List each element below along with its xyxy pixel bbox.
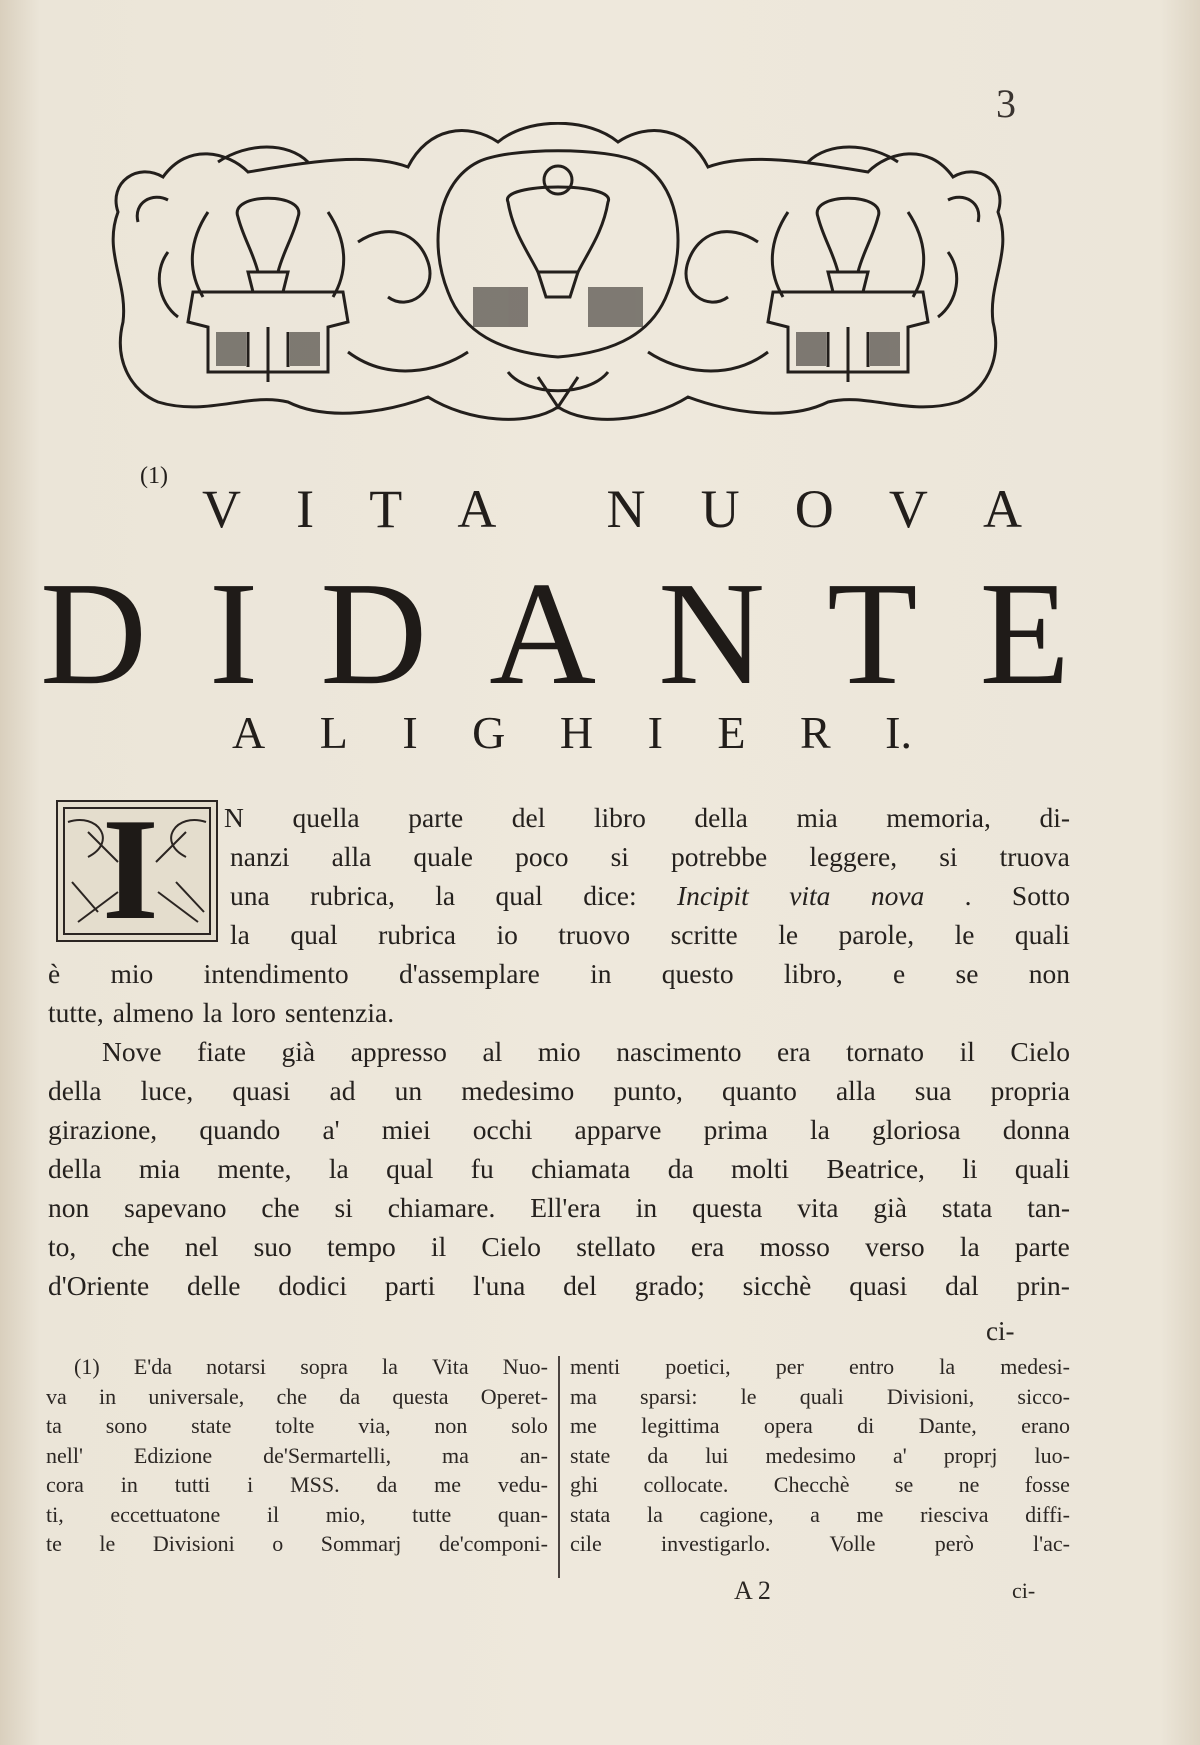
word: parti bbox=[384, 1270, 436, 1301]
word: il bbox=[266, 1501, 280, 1527]
word: ta bbox=[46, 1413, 62, 1438]
footnote-line bbox=[46, 1441, 548, 1471]
word: sicco- bbox=[1017, 1383, 1070, 1409]
word: si bbox=[939, 841, 958, 872]
word: quella bbox=[292, 802, 360, 833]
word: sopra bbox=[300, 1354, 348, 1379]
word: i bbox=[247, 1472, 254, 1497]
catchword: ci- bbox=[986, 1316, 1015, 1346]
footnote-line bbox=[46, 1529, 548, 1559]
footnote-line bbox=[46, 1470, 548, 1500]
word: quando bbox=[199, 1114, 281, 1145]
word: io bbox=[496, 919, 518, 950]
word: entro bbox=[848, 1354, 895, 1379]
word: fosse bbox=[1024, 1472, 1070, 1497]
word: cagione, bbox=[699, 1501, 774, 1527]
word: tempo bbox=[327, 1231, 396, 1262]
word: dodici bbox=[278, 1270, 347, 1301]
word: non bbox=[48, 1192, 90, 1223]
word: potrebbe bbox=[671, 841, 768, 872]
word: però bbox=[934, 1531, 974, 1556]
word: quasi bbox=[232, 1075, 291, 1106]
word: quale bbox=[413, 841, 473, 872]
word: proprj bbox=[943, 1442, 998, 1468]
word: quasi bbox=[849, 1270, 908, 1301]
title-letter: E bbox=[717, 707, 746, 758]
title-letter: I bbox=[647, 707, 663, 758]
word: libro bbox=[593, 802, 646, 833]
footnote-line bbox=[570, 1441, 1070, 1471]
word: donna bbox=[1002, 1114, 1070, 1145]
word: Cielo bbox=[481, 1231, 541, 1262]
word: mio bbox=[110, 958, 154, 989]
title-letter: A bbox=[232, 707, 266, 758]
word: state bbox=[191, 1413, 232, 1438]
word: parole, bbox=[838, 919, 915, 950]
word: riesciva bbox=[920, 1501, 989, 1527]
body-line bbox=[48, 1071, 1070, 1110]
word: nascimento bbox=[616, 1036, 742, 1067]
word: in bbox=[99, 1383, 117, 1409]
word: un bbox=[394, 1075, 423, 1106]
word: qual bbox=[495, 880, 543, 911]
word: sapevano bbox=[124, 1192, 227, 1223]
body-line bbox=[48, 1188, 1070, 1227]
body-line bbox=[48, 1266, 1070, 1305]
word: la bbox=[202, 997, 223, 1028]
word: Cielo bbox=[1010, 1036, 1070, 1067]
word: fu bbox=[470, 1153, 494, 1184]
word: che bbox=[261, 1192, 300, 1223]
word: nell' bbox=[46, 1442, 83, 1468]
word: Divisioni bbox=[152, 1531, 235, 1556]
word: quali bbox=[1014, 1153, 1070, 1184]
word: diffi- bbox=[1025, 1501, 1070, 1527]
word: rubrica bbox=[378, 919, 456, 950]
word: stellato bbox=[576, 1231, 656, 1262]
word: collocate. bbox=[643, 1472, 729, 1497]
word: luce, bbox=[140, 1075, 194, 1106]
word: era bbox=[777, 1036, 811, 1067]
word: MSS. bbox=[290, 1472, 340, 1497]
word: notarsi bbox=[206, 1354, 267, 1379]
word: l'ac- bbox=[1033, 1531, 1070, 1556]
word: Incipit bbox=[677, 880, 749, 911]
word: della bbox=[694, 802, 748, 833]
word: vita bbox=[789, 880, 831, 911]
body-text bbox=[48, 788, 1070, 1305]
ornamental-headpiece bbox=[108, 122, 1008, 422]
word: quanto bbox=[722, 1075, 797, 1106]
title-footnote-marker: (1) bbox=[140, 463, 168, 489]
word: erano bbox=[1021, 1413, 1070, 1438]
word: gloriosa bbox=[871, 1114, 961, 1145]
word: tutte, bbox=[48, 997, 104, 1028]
word: qual bbox=[386, 1153, 434, 1184]
word: qual bbox=[290, 919, 338, 950]
word: tornato bbox=[846, 1036, 925, 1067]
word: li bbox=[962, 1153, 978, 1184]
word: le bbox=[954, 919, 975, 950]
word: quali bbox=[1014, 919, 1070, 950]
word: universale, bbox=[148, 1383, 245, 1409]
word: la bbox=[435, 880, 456, 911]
word: scritte bbox=[670, 919, 738, 950]
word: Ell'era bbox=[530, 1192, 601, 1223]
body-line bbox=[48, 1227, 1070, 1266]
title-letter: A bbox=[982, 479, 1022, 539]
word: la bbox=[959, 1231, 980, 1262]
title-letter: N bbox=[606, 479, 646, 539]
word: suo bbox=[253, 1231, 292, 1262]
footnote-line bbox=[570, 1352, 1070, 1382]
word: quan- bbox=[497, 1501, 548, 1527]
word: sparsi: bbox=[640, 1383, 698, 1409]
title-letter: I bbox=[296, 479, 315, 539]
word: si bbox=[610, 841, 629, 872]
word: stata bbox=[941, 1192, 993, 1223]
title-di-dante bbox=[40, 552, 1070, 716]
word: investigarlo. bbox=[660, 1531, 771, 1556]
word: sono bbox=[105, 1413, 148, 1438]
word: miei bbox=[381, 1114, 431, 1145]
word: grado; bbox=[634, 1270, 705, 1301]
word: la bbox=[809, 1114, 830, 1145]
word: verso bbox=[865, 1231, 925, 1262]
word: ne bbox=[958, 1472, 980, 1497]
title-letter: T bbox=[827, 552, 918, 716]
word: alla bbox=[835, 1075, 876, 1106]
word: a bbox=[810, 1501, 820, 1527]
title-alighieri bbox=[232, 706, 912, 759]
word: già bbox=[873, 1192, 908, 1223]
word: la bbox=[939, 1354, 956, 1379]
word: sua bbox=[914, 1075, 952, 1106]
word: e bbox=[893, 958, 906, 989]
word: occhi bbox=[472, 1114, 533, 1145]
word: da bbox=[376, 1472, 398, 1497]
word: parte bbox=[408, 802, 464, 833]
word: vita bbox=[797, 1192, 839, 1223]
word: leggere, bbox=[809, 841, 898, 872]
title-letter: V bbox=[202, 479, 241, 539]
word: medesimo bbox=[461, 1075, 575, 1106]
word: Checchè bbox=[773, 1472, 850, 1497]
word: Volle bbox=[829, 1531, 876, 1556]
body-line bbox=[48, 915, 1070, 954]
word: truovo bbox=[558, 919, 631, 950]
word: loro bbox=[231, 997, 276, 1028]
word: del bbox=[563, 1270, 597, 1301]
word: ghi bbox=[570, 1472, 599, 1497]
word: cora bbox=[46, 1472, 84, 1497]
title-letter: G bbox=[472, 707, 506, 758]
word: Edizione bbox=[133, 1442, 213, 1468]
word: intendimento bbox=[203, 958, 349, 989]
word: libro, bbox=[783, 958, 843, 989]
title-letter: D bbox=[320, 552, 428, 716]
word: cile bbox=[570, 1531, 602, 1556]
word: è bbox=[48, 958, 61, 989]
word: già bbox=[281, 1036, 316, 1067]
word: di- bbox=[1039, 802, 1070, 833]
title-letter: U bbox=[700, 479, 740, 539]
footnote-line bbox=[46, 1500, 548, 1530]
footnote-line bbox=[46, 1352, 548, 1382]
word: se bbox=[955, 958, 979, 989]
word: le bbox=[740, 1383, 757, 1409]
footnote-right-column bbox=[570, 1352, 1070, 1559]
title-letter: A bbox=[457, 479, 497, 539]
word: molti bbox=[731, 1153, 790, 1184]
word: d'Oriente bbox=[48, 1270, 150, 1301]
word: la bbox=[382, 1354, 398, 1379]
title-letter: R bbox=[799, 707, 831, 758]
word: le bbox=[778, 919, 799, 950]
word: che bbox=[276, 1383, 308, 1409]
word: della bbox=[48, 1075, 102, 1106]
word: medesi- bbox=[1000, 1354, 1070, 1379]
word: chiamata bbox=[531, 1153, 631, 1184]
word: opera bbox=[763, 1413, 813, 1438]
footnote-line bbox=[570, 1411, 1070, 1441]
footnote-column-divider bbox=[558, 1356, 560, 1578]
word: a' bbox=[892, 1442, 907, 1468]
word: ma bbox=[570, 1383, 597, 1409]
word: an- bbox=[519, 1442, 548, 1468]
word: sicchè bbox=[742, 1270, 812, 1301]
word: alla bbox=[331, 841, 372, 872]
word: medesimo bbox=[765, 1442, 856, 1468]
word: tolte bbox=[275, 1413, 315, 1438]
word: prima bbox=[703, 1114, 768, 1145]
word: truova bbox=[999, 841, 1070, 872]
title-letter: I. bbox=[885, 707, 912, 758]
word: Divisioni, bbox=[886, 1383, 975, 1409]
title-letter: E bbox=[979, 552, 1070, 716]
word: via, bbox=[358, 1413, 391, 1438]
word: mio bbox=[537, 1036, 581, 1067]
word: Sotto bbox=[1011, 880, 1070, 911]
word: solo bbox=[511, 1413, 548, 1438]
word: E'da bbox=[133, 1354, 172, 1379]
word: mente, bbox=[217, 1153, 292, 1184]
footnote-catchword: ci- bbox=[1012, 1578, 1036, 1603]
word: to, bbox=[48, 1231, 77, 1262]
word: Beatrice, bbox=[826, 1153, 925, 1184]
word: mosso bbox=[759, 1231, 830, 1262]
word: tutte bbox=[412, 1501, 452, 1527]
word: sentenzia. bbox=[284, 997, 395, 1028]
word: non bbox=[434, 1413, 468, 1438]
footnotes bbox=[46, 1352, 1070, 1602]
word: se bbox=[894, 1472, 914, 1497]
word: tan- bbox=[1027, 1192, 1070, 1223]
word: al bbox=[482, 1036, 503, 1067]
word: mia bbox=[796, 802, 838, 833]
word: mia bbox=[138, 1153, 181, 1184]
title-letter: I bbox=[208, 552, 259, 716]
word: almeno bbox=[112, 997, 194, 1028]
title-letter: T bbox=[369, 479, 403, 539]
word: da bbox=[339, 1383, 361, 1409]
word: . bbox=[964, 880, 972, 911]
word: d'assemplare bbox=[398, 958, 540, 989]
word: era bbox=[690, 1231, 725, 1262]
footnote-line bbox=[570, 1529, 1070, 1559]
word: girazione, bbox=[48, 1114, 158, 1145]
word: il bbox=[959, 1036, 975, 1067]
word: da bbox=[667, 1153, 694, 1184]
word: Nuo- bbox=[502, 1354, 548, 1379]
word: N bbox=[224, 802, 244, 833]
word: eccettuatone bbox=[110, 1501, 221, 1527]
word: la bbox=[646, 1501, 663, 1527]
word: Operet- bbox=[480, 1383, 548, 1409]
word: luo- bbox=[1034, 1442, 1070, 1468]
word: di bbox=[857, 1413, 875, 1438]
word: nova bbox=[870, 880, 925, 911]
word: in bbox=[590, 958, 612, 989]
word: rubrica, bbox=[310, 880, 395, 911]
word: a' bbox=[322, 1114, 340, 1145]
body-line bbox=[48, 1149, 1070, 1188]
body-line bbox=[48, 1032, 1070, 1071]
word: la bbox=[328, 1153, 349, 1184]
body-line bbox=[48, 798, 1070, 837]
title-letter: O bbox=[794, 479, 834, 539]
word: legittima bbox=[641, 1413, 720, 1438]
word: mio, bbox=[325, 1501, 366, 1527]
word: de'componi- bbox=[438, 1531, 548, 1556]
word: poco bbox=[515, 841, 569, 872]
word: Vita bbox=[432, 1354, 469, 1379]
word: per bbox=[775, 1354, 804, 1379]
body-line bbox=[48, 954, 1070, 993]
footnote-line bbox=[570, 1470, 1070, 1500]
word: si bbox=[334, 1192, 353, 1223]
title-letter: L bbox=[319, 707, 348, 758]
word: delle bbox=[186, 1270, 241, 1301]
word: prin- bbox=[1016, 1270, 1070, 1301]
word: in bbox=[635, 1192, 658, 1223]
word: Dante, bbox=[918, 1413, 977, 1438]
word: poetici, bbox=[665, 1354, 731, 1379]
word: lui bbox=[705, 1442, 729, 1468]
word: del bbox=[511, 802, 546, 833]
footnote-left-column bbox=[46, 1352, 548, 1559]
title-letter: V bbox=[888, 479, 928, 539]
word: stata bbox=[570, 1501, 611, 1527]
word: me bbox=[570, 1413, 597, 1438]
word: te bbox=[46, 1531, 62, 1556]
page-number: 3 bbox=[996, 81, 1016, 126]
word: Nove bbox=[102, 1036, 162, 1067]
word: menti bbox=[570, 1354, 621, 1379]
title-letter: N bbox=[658, 552, 766, 716]
footnote-line bbox=[46, 1411, 548, 1441]
word: dal bbox=[945, 1270, 979, 1301]
word: non bbox=[1028, 958, 1070, 989]
footnote-line bbox=[46, 1382, 548, 1412]
word: nel bbox=[184, 1231, 219, 1262]
word: quali bbox=[799, 1383, 844, 1409]
word: ad bbox=[329, 1075, 356, 1106]
word: fiate bbox=[197, 1036, 246, 1067]
word: una bbox=[230, 880, 270, 911]
word: o bbox=[272, 1531, 284, 1556]
word: me bbox=[856, 1501, 884, 1527]
body-line bbox=[48, 993, 1070, 1032]
word: appresso bbox=[350, 1036, 447, 1067]
body-line bbox=[48, 837, 1070, 876]
footnote-line bbox=[570, 1500, 1070, 1530]
word: parte bbox=[1014, 1231, 1070, 1262]
word: chiamare. bbox=[387, 1192, 496, 1223]
title-letter: I bbox=[402, 707, 418, 758]
word: nanzi bbox=[230, 841, 290, 872]
word: propria bbox=[990, 1075, 1070, 1106]
word: da bbox=[647, 1442, 669, 1468]
word: ti, bbox=[46, 1501, 64, 1527]
word: l'una bbox=[473, 1270, 526, 1301]
word: che bbox=[111, 1231, 150, 1262]
word: questa bbox=[692, 1192, 763, 1223]
word: vedu- bbox=[497, 1472, 548, 1497]
word: il bbox=[430, 1231, 447, 1262]
word: tutti bbox=[174, 1472, 211, 1497]
title-letter: H bbox=[559, 707, 594, 758]
body-line bbox=[48, 1110, 1070, 1149]
word: apparve bbox=[574, 1114, 662, 1145]
body-line bbox=[48, 876, 1070, 915]
drop-cap-letter: I bbox=[102, 788, 159, 950]
title-letter: D bbox=[40, 552, 147, 716]
word: (1) bbox=[74, 1354, 100, 1379]
word: Sommarj bbox=[320, 1531, 402, 1556]
word: le bbox=[99, 1531, 116, 1556]
signature-mark: A 2 bbox=[734, 1576, 771, 1605]
word: punto, bbox=[613, 1075, 683, 1106]
word: dice: bbox=[583, 880, 637, 911]
word: memoria, bbox=[886, 802, 991, 833]
title-letter: A bbox=[489, 552, 597, 716]
word: la bbox=[230, 919, 250, 950]
word: va bbox=[46, 1383, 67, 1409]
footnote-line bbox=[570, 1382, 1070, 1412]
word: in bbox=[120, 1472, 138, 1497]
word: state bbox=[570, 1442, 611, 1468]
word: de'Sermartelli, bbox=[263, 1442, 392, 1468]
word: questo bbox=[661, 958, 734, 989]
word: ma bbox=[442, 1442, 469, 1468]
word: me bbox=[434, 1472, 462, 1497]
word: della bbox=[48, 1153, 102, 1184]
word: questa bbox=[392, 1383, 449, 1409]
